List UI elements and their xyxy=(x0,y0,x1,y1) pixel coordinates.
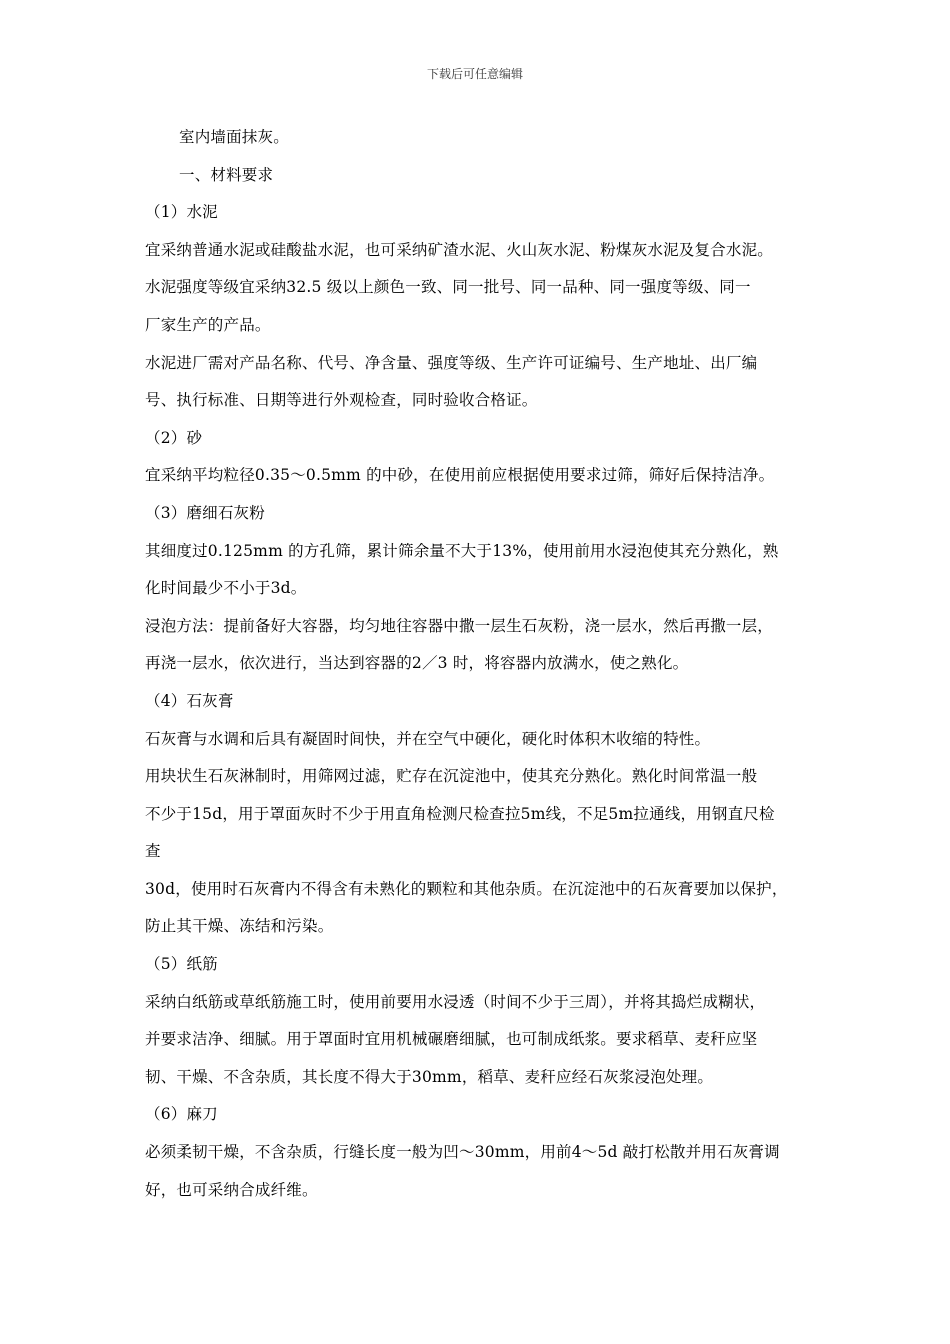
paragraph-line: 防止其干燥、冻结和污染。 xyxy=(145,917,334,936)
paragraph-line: 石灰膏与水调和后具有凝固时间快，并在空气中硬化，硬化时体积木收缩的特性。 xyxy=(145,729,711,748)
paragraph-line: 用块状生石灰淋制时，用筛网过滤，贮存在沉淀池中，使其充分熟化。熟化时间常温一般 xyxy=(145,767,758,786)
subsection-heading: （4）石灰膏 xyxy=(145,691,234,710)
section-heading: 一、材料要求 xyxy=(179,165,274,184)
paragraph-line: 再浇一层水，依次进行，当达到容器的2／3 时，将容器内放满水，使之熟化。 xyxy=(145,654,689,673)
paragraph-line: 好，也可采纳合成纤维。 xyxy=(145,1180,318,1199)
paragraph-line: 水泥强度等级宜采纳32.5 级以上颜色一致、同一批号、同一品种、同一强度等级、同一 xyxy=(145,278,751,297)
paragraph-line: 30d，使用时石灰膏内不得含有未熟化的颗粒和其他杂质。在沉淀池中的石灰膏要加以保护， xyxy=(145,879,788,898)
document-lines xyxy=(145,194,817,1209)
paragraph-line: 水泥进厂需对产品名称、代号、净含量、强度等级、生产许可证编号、生产地址、出厂编 xyxy=(145,353,758,372)
paragraph-line: 宜采纳普通水泥或硅酸盐水泥，也可采纳矿渣水泥、火山灰水泥、粉煤灰水泥及复合水泥。 xyxy=(145,240,774,259)
document-body xyxy=(145,119,817,1209)
subsection-heading: （3）磨细石灰粉 xyxy=(145,503,265,522)
paragraph-line: 韧、干燥、不含杂质，其长度不得大于30mm，稻草、麦秆应经石灰浆浸泡处理。 xyxy=(145,1067,714,1086)
paragraph-line: 其细度过0.125mm 的方孔筛，累计筛余量不大于13%，使用前用水浸泡使其充分熟化，熟 xyxy=(145,541,779,560)
subsection-heading: （6）麻刀 xyxy=(145,1105,218,1124)
paragraph-line: 宜采纳平均粒径0.35～0.5mm 的中砂，在使用前应根据使用要求过筛，筛好后保持洁净。 xyxy=(145,466,775,485)
page-header: 下载后可任意编辑 xyxy=(426,67,523,81)
subsection-heading: （1）水泥 xyxy=(145,203,218,222)
paragraph-line: 并要求洁净、细腻。用于罩面时宜用机械碾磨细腻，也可制成纸浆。要求稻草、麦秆应坚 xyxy=(145,1030,758,1049)
paragraph-line: 浸泡方法：提前备好大容器，均匀地往容器中撒一层生石灰粉，浇一层水，然后再撒一层， xyxy=(145,616,774,635)
paragraph-line: 号、执行标准、日期等进行外观检查，同时验收合格证。 xyxy=(145,391,538,410)
subsection-heading: （2）砂 xyxy=(145,428,203,447)
paragraph-line: 必须柔韧干燥，不含杂质，行缝长度一般为凹～30mm，用前4～5d 敲打松散并用石灰膏调 xyxy=(145,1143,780,1162)
paragraph-line: 不少于15d，用于罩面灰时不少于用直角检测尺检查拉5m线，不足5m拉通线，用钢直尺检 xyxy=(145,804,775,823)
paragraph-line: 化时间最少不小于3d。 xyxy=(145,579,307,598)
subsection-heading: （5）纸筋 xyxy=(145,955,218,974)
paragraph-line: 采纳白纸筋或草纸筋施工时，使用前要用水浸透（时间不少于三周），并将其捣烂成糊状， xyxy=(145,992,766,1011)
paragraph-line: 厂家生产的产品。 xyxy=(145,315,271,334)
document-title: 室内墙面抹灰。 xyxy=(179,128,289,146)
paragraph-line: 查 xyxy=(145,842,161,861)
